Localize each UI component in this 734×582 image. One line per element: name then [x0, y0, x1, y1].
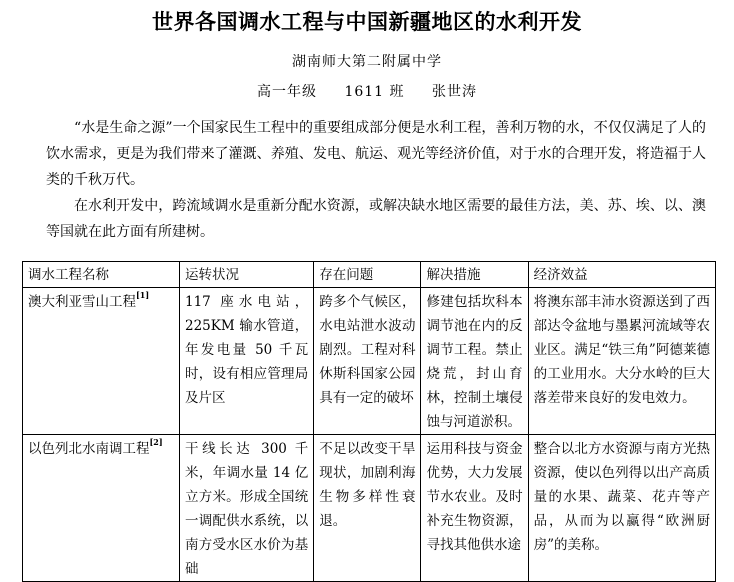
project-name: 以色列北水南调工程: [28, 441, 150, 457]
header-measures: 解决措施: [421, 262, 528, 288]
school-name: 湖南师大第二附属中学: [292, 54, 442, 70]
author-line: [0, 81, 734, 101]
project-name: 澳大利亚雪山工程: [28, 294, 136, 310]
class-number: 1611 班: [344, 84, 405, 100]
footnote-ref[interactable]: [2]: [149, 437, 163, 447]
second-paragraph: 在水利开发中，跨流域调水是重新分配水资源，或解决缺水地区需要的最佳方法，美、苏、埃、以、澳等国就在此方面有所建树。: [46, 198, 706, 240]
status-cell: 117 座水电站，225KM 输水管道，年发电量 50 千瓦时，设有相应管理局及片区: [180, 288, 314, 435]
project-name-cell: [23, 288, 180, 435]
problems-cell: 跨多个气候区，水电站泄水波动剧烈。工程对科休斯科国家公园具有一定的破坏: [314, 288, 421, 435]
project-name-cell: [23, 435, 180, 582]
benefits-cell: 将澳东部丰沛水资源送到了西部达令盆地与墨累河流域等农业区。满足“铁三角”阿德莱德的工业用水。大分水岭的巨大落差带来良好的发电效力。: [528, 288, 715, 435]
problems-cell: 不足以改变干旱现状，加剧利海生物多样性衰退。: [314, 435, 421, 582]
measures-cell: 修建包括坎科本调节池在内的反调节工程。禁止烧荒，封山育林，控制土壤侵蚀与河道淤积。: [421, 288, 528, 435]
header-project-name: 调水工程名称: [23, 262, 180, 288]
table-row: [23, 435, 716, 582]
header-problems: 存在问题: [314, 262, 421, 288]
footnote-ref[interactable]: [1]: [136, 290, 150, 300]
table-header-row: [23, 262, 716, 288]
author-name: 张世涛: [432, 84, 477, 100]
water-project-table: [22, 261, 716, 582]
table-row: [23, 288, 716, 435]
benefits-cell: 整合以北方水资源与南方光热资源，使以色列得以出产高质量的水果、蔬菜、花卉等产品，从而为以赢得“欧洲厨房”的美称。: [528, 435, 715, 582]
header-status: 运转状况: [180, 262, 314, 288]
grade: 高一年级: [257, 84, 317, 100]
document-title: 世界各国调水工程与中国新疆地区的水利开发: [152, 10, 582, 34]
intro-paragraph: “水是生命之源”一个国家民生工程中的重要组成部分便是水利工程，善利万物的水，不仅仅满足了人的饮水需求，更是为我们带来了灌溉、养殖、发电、航运、观光等经济价值，对于水的合理开发，将造福于人类的千秋万代。: [46, 120, 706, 188]
status-cell: 干线长达 300 千米，年调水量 14 亿立方米。形成全国统一调配供水系统，以南方受水区水价为基础: [180, 435, 314, 582]
header-benefits: 经济效益: [528, 262, 715, 288]
measures-cell: 运用科技与资金优势，大力发展节水农业。及时补充生物资源，寻找其他供水途: [421, 435, 528, 582]
